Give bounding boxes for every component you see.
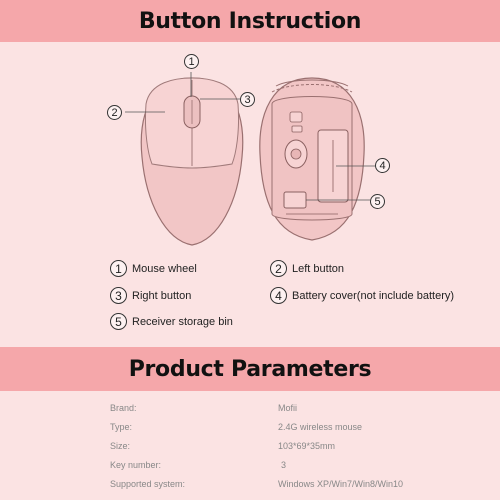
param-key: Size: <box>110 441 131 451</box>
param-value: 3 <box>281 460 287 470</box>
param-value: 2.4G wireless mouse <box>278 422 363 432</box>
callout-3: 3 <box>240 92 255 107</box>
mouse-top-view <box>125 72 243 245</box>
legend-label: Right button <box>132 289 192 302</box>
param-row-brand <box>0 403 500 422</box>
param-key: Type: <box>110 422 133 432</box>
mouse-bottom-view <box>260 78 375 240</box>
mouse-illustration <box>0 42 500 257</box>
param-key: Brand: <box>110 403 137 413</box>
param-row-key-number <box>0 460 500 479</box>
param-row-size <box>0 441 500 460</box>
legend-item-mouse-wheel <box>110 260 197 277</box>
legend-label: Receiver storage bin <box>132 315 233 328</box>
callout-1: 1 <box>184 54 199 69</box>
section-header-product-parameters <box>0 347 500 391</box>
param-row-supported-system <box>0 479 500 498</box>
section-title: Product Parameters <box>128 356 372 382</box>
legend-item-right-button <box>110 287 191 304</box>
legend-number: 1 <box>110 260 127 277</box>
callout-2: 2 <box>107 105 122 120</box>
legend-number: 2 <box>270 260 287 277</box>
param-value: 103*69*35mm <box>278 441 336 451</box>
legend-number: 3 <box>110 287 127 304</box>
param-row-type <box>0 422 500 441</box>
legend-number: 5 <box>110 313 127 330</box>
legend-label: Battery cover(not include battery) <box>292 289 455 302</box>
callout-4: 4 <box>375 158 390 173</box>
legend-item-left-button <box>270 260 344 277</box>
legend-item-receiver-bin <box>110 313 233 330</box>
mouse-diagram <box>0 42 500 257</box>
legend-number: 4 <box>270 287 287 304</box>
legend-label: Left button <box>292 262 344 275</box>
legend-label: Mouse wheel <box>132 262 197 275</box>
button-legend <box>0 258 500 338</box>
legend-item-battery-cover <box>270 287 454 304</box>
param-value: Mofii <box>278 403 298 413</box>
param-value: Windows XP/Win7/Win8/Win10 <box>278 479 404 489</box>
callout-5: 5 <box>370 194 385 209</box>
param-key: Key number: <box>110 460 162 470</box>
param-key: Supported system: <box>110 479 186 489</box>
section-header-button-instruction <box>0 0 500 42</box>
section-title: Button Instruction <box>138 8 362 34</box>
